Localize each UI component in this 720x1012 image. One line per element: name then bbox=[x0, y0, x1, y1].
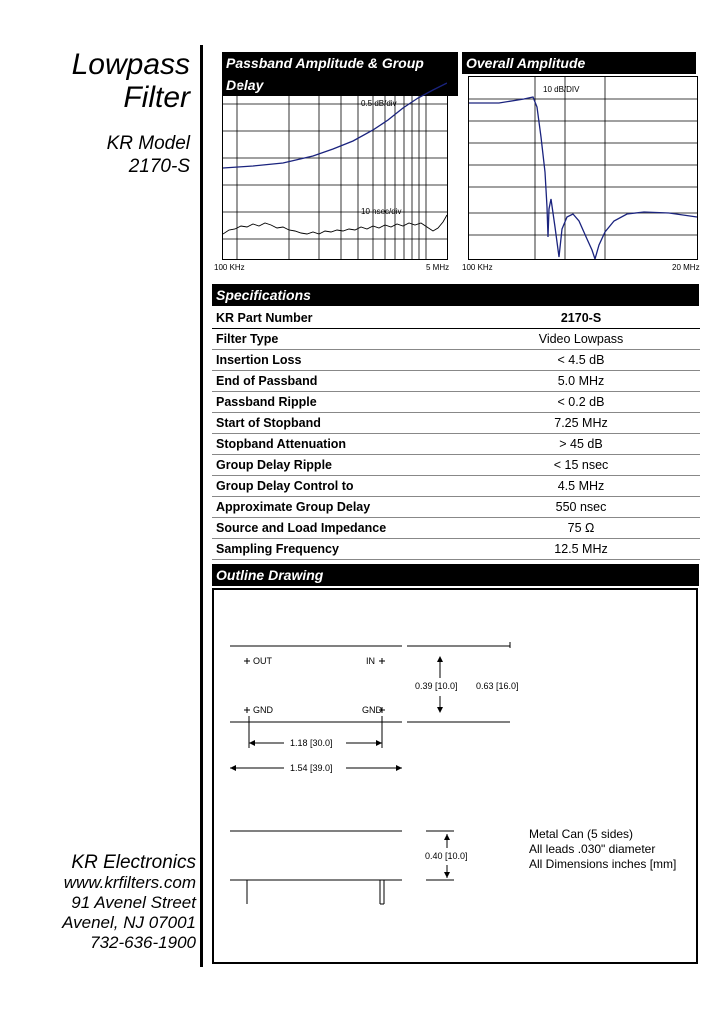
dim-040-label: 0.40 [10.0] bbox=[425, 851, 468, 861]
dim-039-label: 0.39 [10.0] bbox=[415, 681, 458, 691]
spec-label: Insertion Loss bbox=[212, 350, 462, 371]
spec-label: Start of Stopband bbox=[212, 413, 462, 434]
part-number-value: 2170-S bbox=[462, 308, 700, 329]
spec-label: Approximate Group Delay bbox=[212, 497, 462, 518]
company-address2: Avenel, NJ 07001 bbox=[62, 913, 196, 932]
model-line2: 2170-S bbox=[128, 156, 190, 177]
spec-value: 12.5 MHz bbox=[462, 539, 700, 560]
overall-x-start: 100 KHz bbox=[462, 263, 493, 272]
company-phone: 732-636-1900 bbox=[90, 933, 196, 952]
dim-118-label: 1.18 [30.0] bbox=[290, 738, 333, 748]
passband-plot-header: Passband Amplitude & Group Delay bbox=[222, 52, 458, 96]
passband-x-end: 5 MHz bbox=[426, 263, 450, 272]
company-website[interactable]: www.krfilters.com bbox=[63, 873, 196, 892]
passband-grid bbox=[223, 77, 447, 259]
outline-notes bbox=[529, 827, 676, 872]
spec-value: < 15 nsec bbox=[462, 455, 700, 476]
arrow-icon bbox=[437, 656, 443, 662]
spec-label: Source and Load Impedance bbox=[212, 518, 462, 539]
outline-drawing-header: Outline Drawing bbox=[212, 564, 699, 586]
spec-value: Video Lowpass bbox=[462, 329, 700, 350]
spec-value: 5.0 MHz bbox=[462, 371, 700, 392]
overall-plot bbox=[468, 76, 698, 260]
spec-value: 550 nsec bbox=[462, 497, 700, 518]
table-row bbox=[212, 518, 700, 539]
arrow-icon bbox=[230, 765, 236, 771]
passband-plot bbox=[222, 76, 448, 260]
overall-scale: 10 dB/DIV bbox=[543, 85, 580, 94]
passband-x-start: 100 KHz bbox=[214, 263, 245, 272]
table-row bbox=[212, 497, 700, 518]
passband-amp-scale: 0.5 dB/div bbox=[361, 99, 397, 108]
dim-154-label: 1.54 [39.0] bbox=[290, 763, 333, 773]
group-delay-curve bbox=[223, 215, 447, 234]
arrow-icon bbox=[444, 834, 450, 840]
arrow-icon bbox=[444, 872, 450, 878]
product-title bbox=[40, 48, 190, 114]
table-header-row bbox=[212, 308, 700, 329]
spec-value: < 0.2 dB bbox=[462, 392, 700, 413]
spec-label: Filter Type bbox=[212, 329, 462, 350]
arrow-icon bbox=[376, 740, 382, 746]
table-row bbox=[212, 476, 700, 497]
passband-delay-scale: 10 nsec/div bbox=[361, 207, 402, 216]
note-metal-can: Metal Can (5 sides) bbox=[529, 827, 634, 841]
spec-value: 4.5 MHz bbox=[462, 476, 700, 497]
spec-label: Stopband Attenuation bbox=[212, 434, 462, 455]
part-number-label: KR Part Number bbox=[212, 308, 462, 329]
table-row bbox=[212, 350, 700, 371]
outline-drawing-svg bbox=[212, 588, 698, 964]
spec-value: > 45 dB bbox=[462, 434, 700, 455]
spec-label: Group Delay Control to bbox=[212, 476, 462, 497]
specifications-header: Specifications bbox=[212, 284, 699, 306]
overall-x-end: 20 MHz bbox=[672, 263, 700, 272]
overall-plot-svg bbox=[469, 77, 697, 259]
company-name: KR Electronics bbox=[71, 852, 196, 873]
title-line2: Filter bbox=[123, 81, 190, 114]
model-line1: KR Model bbox=[106, 133, 190, 154]
arrow-icon bbox=[396, 765, 402, 771]
table-row bbox=[212, 539, 700, 560]
note-dimensions: All Dimensions inches [mm] bbox=[529, 857, 677, 871]
spec-value: 75 Ω bbox=[462, 518, 700, 539]
spec-label: Passband Ripple bbox=[212, 392, 462, 413]
spec-value: 7.25 MHz bbox=[462, 413, 700, 434]
table-row bbox=[212, 455, 700, 476]
vertical-divider bbox=[200, 45, 203, 967]
note-leads: All leads .030" diameter bbox=[529, 842, 656, 856]
company-block bbox=[20, 853, 196, 953]
overall-grid bbox=[469, 77, 697, 259]
table-row bbox=[212, 434, 700, 455]
spec-label: End of Passband bbox=[212, 371, 462, 392]
company-address1: 91 Avenel Street bbox=[71, 893, 196, 912]
table-row bbox=[212, 329, 700, 350]
dim-063-label: 0.63 [16.0] bbox=[476, 681, 519, 691]
table-row bbox=[212, 371, 700, 392]
table-row bbox=[212, 392, 700, 413]
arrow-icon bbox=[249, 740, 255, 746]
pin-out-label: OUT bbox=[253, 656, 272, 666]
model-block bbox=[60, 132, 190, 178]
pin-gnd-right-label: GND bbox=[362, 705, 382, 715]
spec-value: < 4.5 dB bbox=[462, 350, 700, 371]
passband-plot-svg bbox=[223, 77, 447, 259]
table-row bbox=[212, 413, 700, 434]
spec-label: Group Delay Ripple bbox=[212, 455, 462, 476]
amplitude-curve bbox=[223, 83, 447, 168]
specifications-table bbox=[212, 308, 700, 560]
spec-label: Sampling Frequency bbox=[212, 539, 462, 560]
arrow-icon bbox=[437, 707, 443, 713]
overall-plot-header: Overall Amplitude bbox=[462, 52, 696, 74]
title-line1: Lowpass bbox=[71, 48, 190, 81]
pin-gnd-left-label: GND bbox=[253, 705, 273, 715]
pin-in-label: IN bbox=[366, 656, 375, 666]
